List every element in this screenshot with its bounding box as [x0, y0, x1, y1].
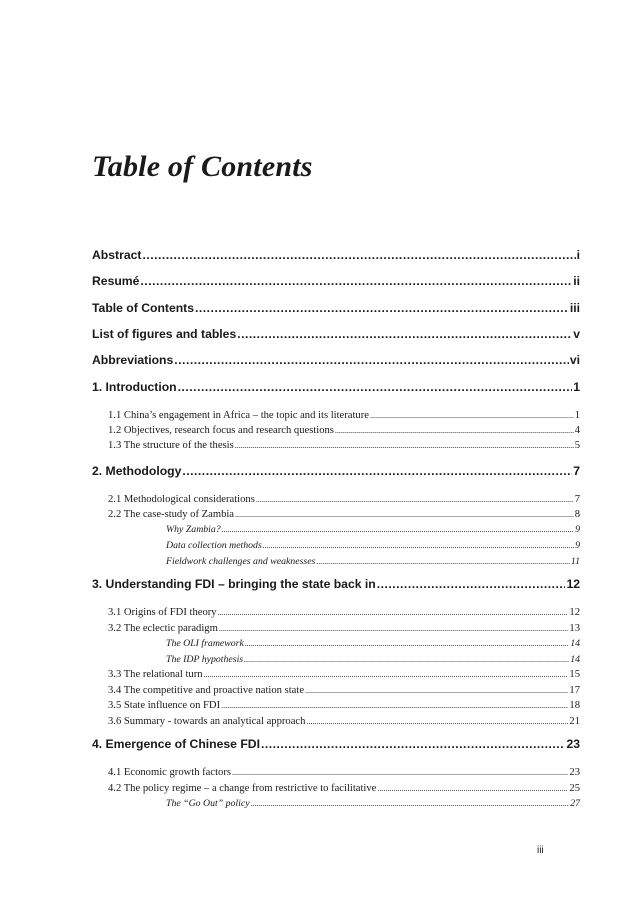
toc-entry-page: 1	[573, 380, 580, 394]
toc-entry-page: 1	[574, 410, 580, 421]
toc-entry[interactable]	[92, 577, 580, 591]
toc-entry-label: 3.5 State influence on FDI	[108, 700, 221, 711]
toc-entry-label: Resumé	[92, 274, 140, 288]
toc-entry-label: 3.6 Summary - towards an analytical approach	[108, 715, 306, 727]
toc-entry-label: 2.2 The case-study of Zambia	[108, 509, 235, 520]
toc-entry-page: 14	[570, 638, 580, 649]
dot-leader	[316, 554, 570, 570]
dot-leader	[335, 423, 574, 438]
toc-entry-page: 18	[569, 700, 580, 711]
dot-leader	[174, 353, 569, 367]
dot-leader	[195, 301, 569, 315]
dot-leader	[222, 522, 574, 538]
toc-entry[interactable]	[92, 464, 580, 478]
toc-entry[interactable]	[92, 274, 580, 288]
dot-leader	[140, 274, 572, 288]
toc-entry-label: Abbreviations	[92, 353, 174, 367]
toc-entry-page: 27	[570, 798, 580, 809]
dot-leader	[235, 507, 574, 522]
toc-entry-label: Table of Contents	[92, 301, 195, 315]
toc-entry-label: The OLI framework	[166, 638, 244, 649]
toc-entry-page: 13	[569, 622, 580, 634]
toc-entry-page: 14	[570, 653, 580, 665]
toc-entry[interactable]	[166, 652, 580, 668]
dot-leader	[256, 492, 574, 507]
toc-entry-label: 4.2 The policy regime – a change from restrictive to facilitative	[108, 782, 377, 794]
toc-entry-label: 4.1 Economic growth factors	[108, 767, 231, 778]
toc-entry-page: v	[573, 327, 580, 341]
dot-leader	[306, 714, 568, 730]
toc-entry-label: Data collection methods	[166, 540, 262, 551]
toc-entry[interactable]	[108, 423, 580, 438]
toc-entry-page: 9	[575, 524, 580, 535]
toc-entry[interactable]	[92, 248, 580, 262]
toc-entry-label: The “Go Out” policy	[166, 798, 250, 809]
toc-entry[interactable]	[108, 605, 580, 621]
toc-entry[interactable]	[166, 636, 580, 652]
toc-entry-page: ii	[573, 274, 580, 288]
toc-entry-label: 1. Introduction	[92, 380, 177, 394]
toc-entry[interactable]	[92, 353, 580, 367]
toc-entry-label: The IDP hypothesis	[166, 653, 244, 665]
toc-entry-label: 2. Methodology	[92, 464, 182, 478]
toc-entry-page: 7	[574, 494, 580, 505]
dot-leader	[377, 577, 566, 591]
toc-entry-page: 17	[569, 684, 580, 696]
toc-entry-page: 12	[566, 577, 580, 591]
toc-entry[interactable]	[108, 492, 580, 507]
toc-entry-label: 3. Understanding FDI – bringing the state back in	[92, 577, 376, 591]
toc-entry-label: 3.2 The eclectic paradigm	[108, 622, 218, 634]
toc-entry[interactable]	[92, 301, 580, 315]
dot-leader	[305, 683, 568, 699]
toc-entry-page: 5	[574, 440, 580, 451]
toc-entry-page: 15	[569, 669, 580, 680]
dot-leader	[263, 538, 574, 554]
toc-entry-page: 9	[575, 540, 580, 551]
dot-leader	[237, 327, 572, 341]
dot-leader	[232, 765, 568, 781]
dot-leader	[245, 636, 569, 652]
toc-entry-page: 11	[570, 556, 580, 567]
toc-entry-label: 2.1 Methodological considerations	[108, 494, 255, 505]
dot-leader	[235, 438, 574, 453]
toc-entry[interactable]	[166, 538, 580, 554]
toc-entry-page: 23	[566, 737, 580, 751]
page-title: Table of Contents	[92, 150, 313, 183]
toc-entry-page: 25	[569, 782, 580, 794]
toc-entry[interactable]	[92, 737, 580, 751]
dot-leader	[377, 781, 568, 797]
toc-entry-page: 12	[569, 607, 580, 618]
toc-entry[interactable]	[166, 554, 580, 570]
toc-entry[interactable]	[108, 781, 580, 797]
dot-leader	[219, 621, 569, 637]
toc-entry-label: 1.1 China’s engagement in Africa – the topic and its literature	[108, 410, 369, 421]
toc-entry[interactable]	[108, 621, 580, 637]
dot-leader	[142, 248, 575, 262]
toc-entry-label: Abstract	[92, 248, 142, 262]
toc-entry-page: 23	[569, 767, 580, 778]
toc-entry[interactable]	[108, 698, 580, 714]
toc-entry-page: 21	[569, 715, 580, 727]
page-number: iii	[537, 845, 544, 856]
toc-entry-label: 1.2 Objectives, research focus and research questions	[108, 425, 334, 436]
toc-entry[interactable]	[108, 408, 580, 423]
toc-entry-page: 8	[574, 509, 580, 520]
toc-entry[interactable]	[166, 522, 580, 538]
dot-leader	[182, 464, 572, 478]
toc-entry[interactable]	[108, 765, 580, 781]
dot-leader	[261, 737, 565, 751]
toc-entry[interactable]	[108, 507, 580, 522]
toc-entry[interactable]	[92, 327, 580, 341]
toc-entry-label: 3.1 Origins of FDI theory	[108, 607, 217, 618]
toc-entry-page: i	[576, 248, 580, 262]
dot-leader	[244, 652, 569, 668]
dot-leader	[218, 605, 569, 621]
dot-leader	[221, 698, 568, 714]
toc-entry-label: 3.4 The competitive and proactive nation state	[108, 684, 305, 696]
toc-entry[interactable]	[108, 667, 580, 683]
toc-entry[interactable]	[166, 796, 580, 812]
toc-entry-label: List of figures and tables	[92, 327, 237, 341]
toc-entry[interactable]	[108, 714, 580, 730]
toc-entry-page: iii	[569, 301, 580, 315]
toc-entry[interactable]	[92, 380, 580, 394]
toc-entry-label: Fieldwork challenges and weaknesses	[166, 556, 316, 567]
toc-entry-label: 3.3 The relational turn	[108, 669, 203, 680]
dot-leader	[251, 796, 570, 812]
toc-entry-page: 4	[574, 425, 580, 436]
dot-leader	[204, 667, 569, 683]
toc-entry[interactable]	[108, 438, 580, 453]
dot-leader	[178, 380, 573, 394]
toc-entry[interactable]	[108, 683, 580, 699]
toc-entry-label: 1.3 The structure of the thesis	[108, 440, 234, 451]
toc-entry-page: 7	[573, 464, 580, 478]
dot-leader	[370, 408, 574, 423]
toc-entry-label: 4. Emergence of Chinese FDI	[92, 737, 260, 751]
toc-entry-label: Why Zambia?	[166, 524, 221, 535]
toc-entry-page: vi	[569, 353, 580, 367]
